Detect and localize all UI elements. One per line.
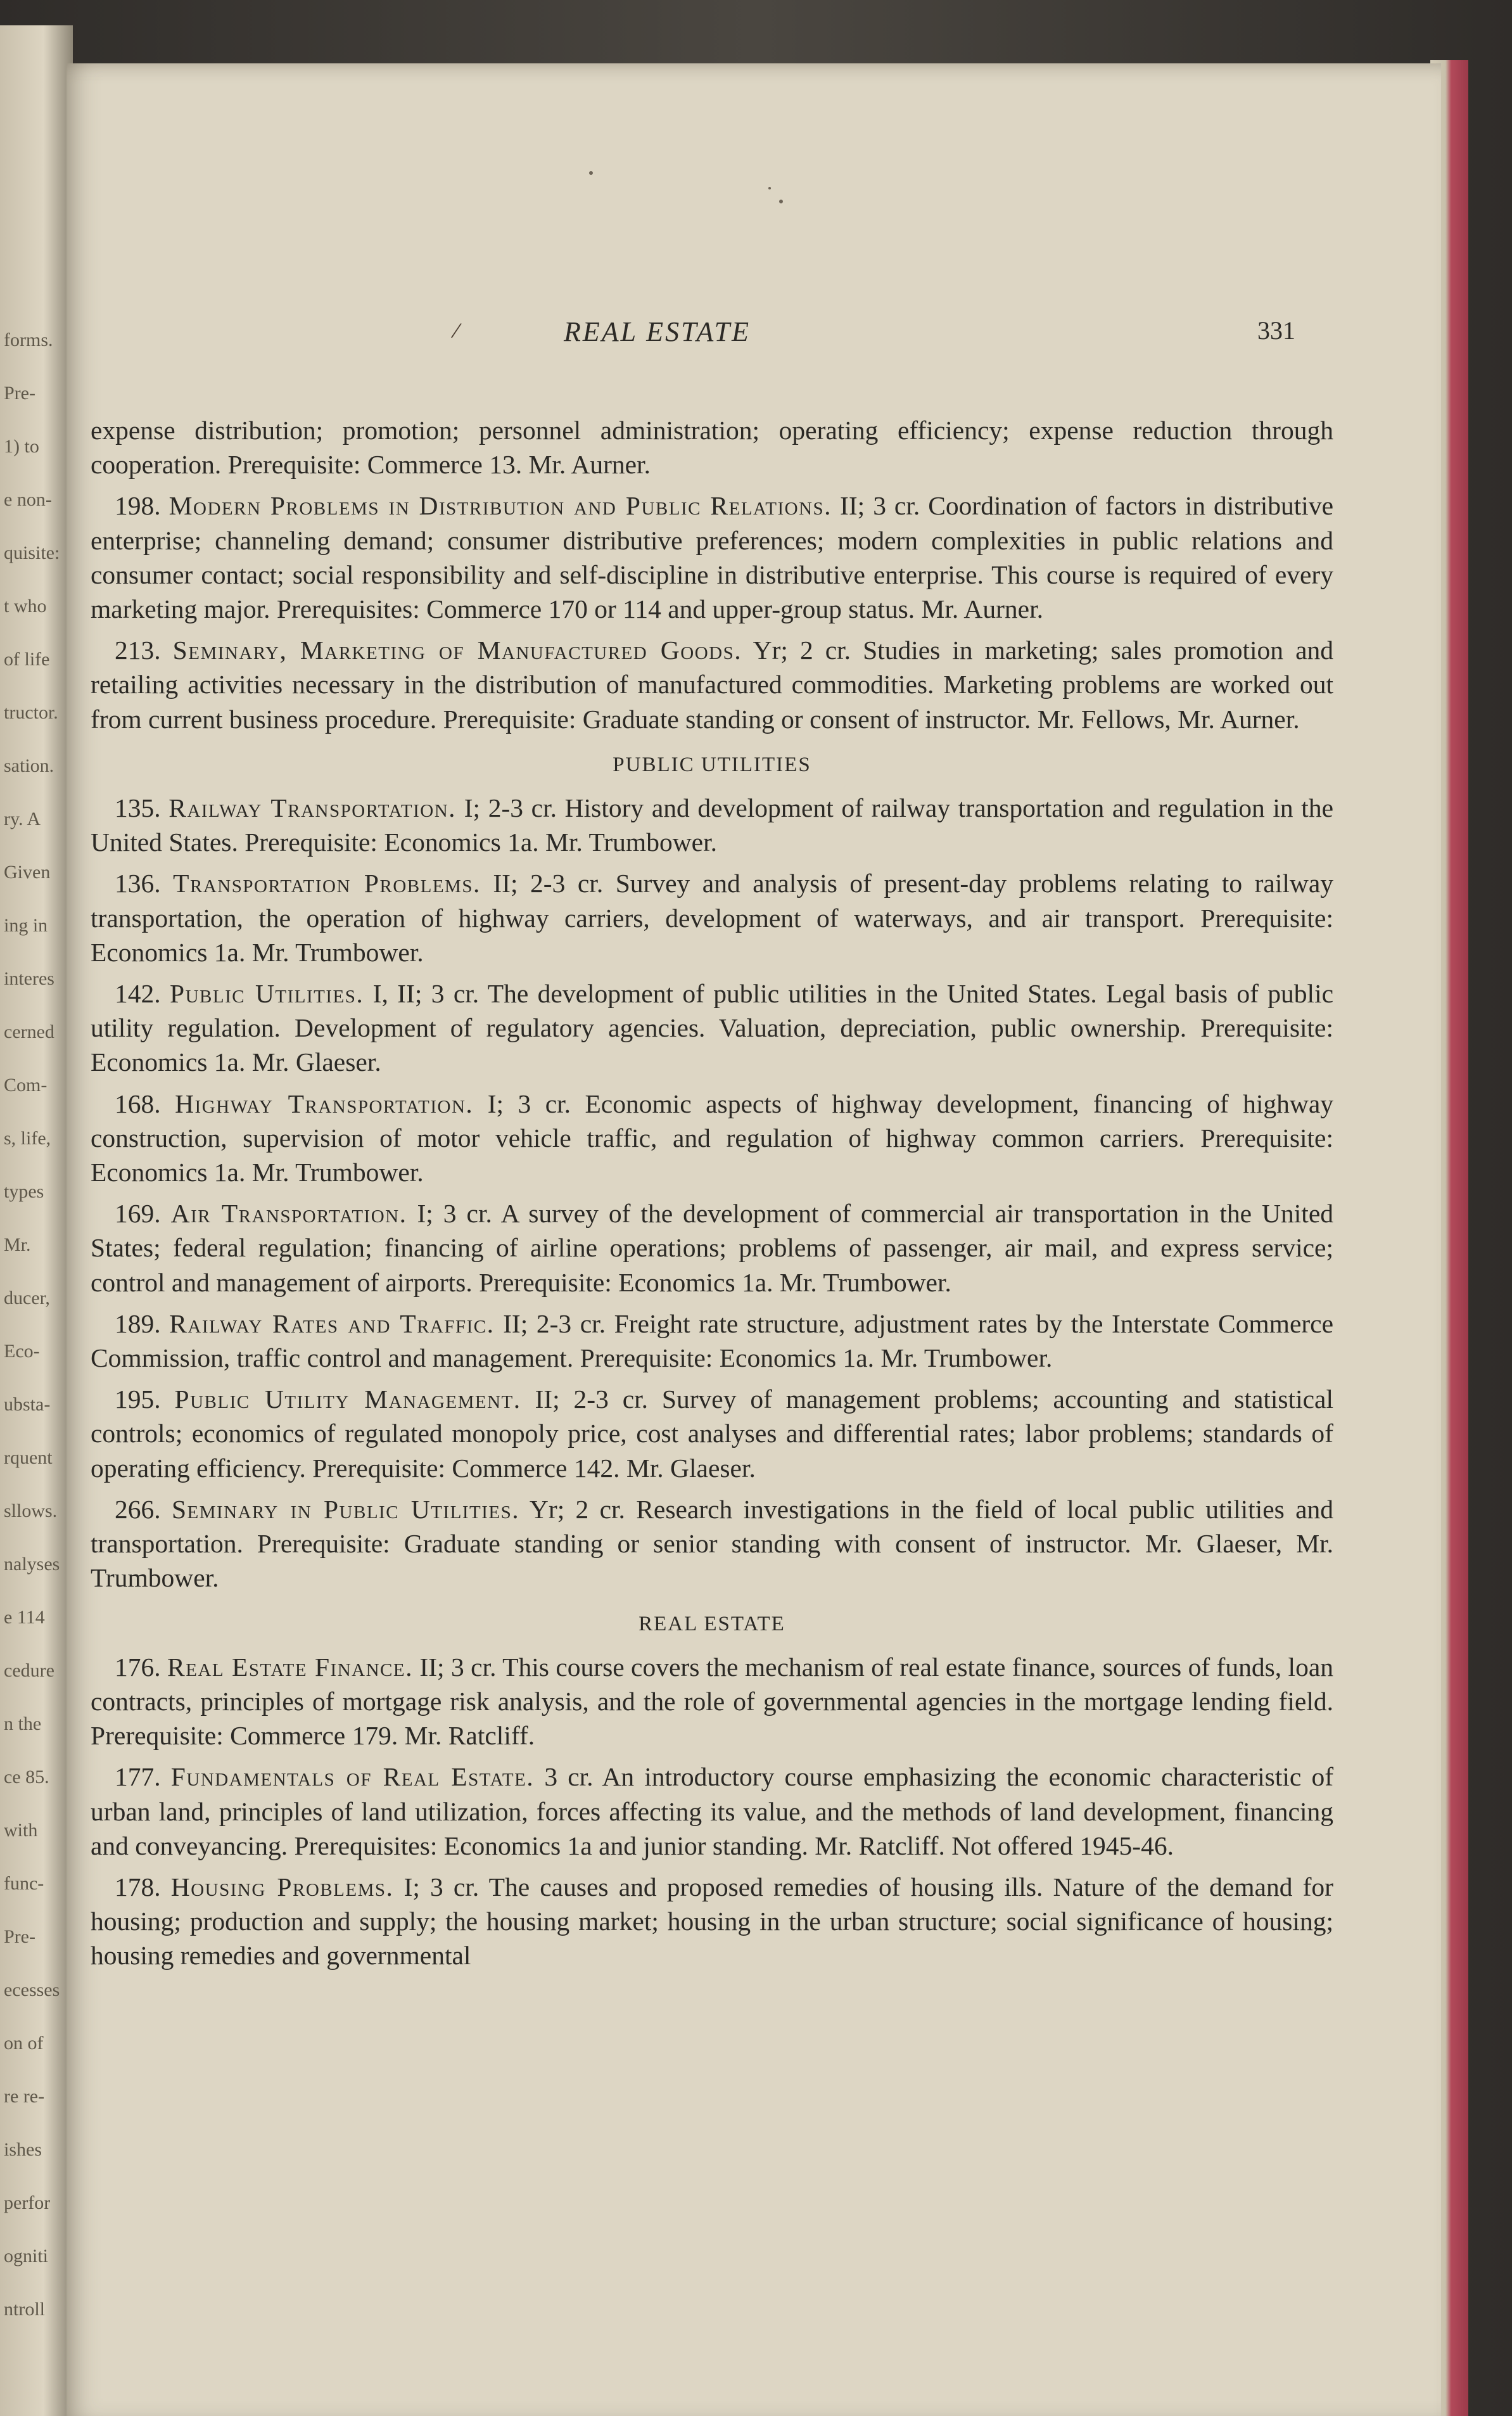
previous-page-fragment: Mr. xyxy=(4,1234,31,1255)
course-title: Highway Transportation. xyxy=(175,1089,474,1118)
course-description: Yr; 2 cr. Research investigations in the field of local public utilities and transportation. Prerequisite: Graduate standing or senior standing with consent of instructor. Mr. Glaeser, Mr. Trumbower. xyxy=(91,1494,1333,1593)
course-entry xyxy=(91,1650,1333,1753)
previous-page-fragment: cerned xyxy=(4,1021,54,1042)
previous-page-fragment: Given xyxy=(4,862,51,883)
previous-page-fragment: sation. xyxy=(4,755,54,776)
previous-page-fragment: tructor. xyxy=(4,702,58,723)
page-header xyxy=(67,316,1441,354)
course-description: II; 2-3 cr. Freight rate structure, adjustment rates by the Interstate Commerce Commission, traffic control and management. Prerequisite: Economics 1a. Mr. Trumbower. xyxy=(91,1308,1334,1373)
course-title: Air Transportation. xyxy=(170,1199,407,1229)
previous-page-fragment: ce 85. xyxy=(4,1767,49,1787)
course-title: Transportation Problems. xyxy=(173,869,481,898)
course-title: Railway Rates and Traffic. xyxy=(169,1308,495,1338)
course-title: Seminary, Marketing of Manufactured Goods. xyxy=(172,636,742,665)
previous-page-fragment: ishes xyxy=(4,2139,42,2160)
previous-page-fragment: ntroll xyxy=(4,2299,45,2320)
page-number: 331 xyxy=(1257,316,1295,345)
previous-page-fragment: ry. A xyxy=(4,809,41,829)
previous-page-fragment: func- xyxy=(4,1873,44,1894)
course-entry xyxy=(91,1307,1333,1375)
course-entry xyxy=(91,1087,1333,1190)
previous-page-fragment: n the xyxy=(4,1713,42,1734)
course-description: II; 3 cr. Coordination of factors in distributive enterprise; channeling demand; consumer distributive preferences; modern complexities in public relations and consumer contact; social responsibility and self-discipline in distributive enterprise. This course is required of every marketing major. Prerequisites: Commerce 170 or 114 and upper-group status. Mr. Aurner. xyxy=(91,491,1334,624)
previous-page-fragment: rquent xyxy=(4,1447,53,1468)
course-number: 135. xyxy=(115,793,161,823)
course-entry xyxy=(91,1382,1333,1485)
course-title: Housing Problems. xyxy=(170,1872,394,1901)
previous-page-fragment: Eco- xyxy=(4,1341,40,1362)
course-number: 176. xyxy=(115,1652,161,1682)
previous-page-fragment: of life xyxy=(4,649,50,670)
course-description: II; 3 cr. This course covers the mechanism of real estate finance, sources of funds, loan contracts, principles of mortgage risk analysis, and the role of governmental agencies in the mortgage lending field. Prerequisite: Commerce 179. Mr. Ratcliff. xyxy=(91,1652,1334,1751)
previous-page-fragment: t who xyxy=(4,596,47,617)
previous-page-fragment: cedure xyxy=(4,1660,54,1681)
course-entry xyxy=(91,976,1333,1080)
running-title: REAL ESTATE xyxy=(564,316,751,347)
course-entry xyxy=(91,1760,1333,1863)
course-entry xyxy=(91,1196,1333,1300)
previous-page-fragment: e non- xyxy=(4,489,52,510)
course-number: 169. xyxy=(115,1199,161,1229)
course-number: 136. xyxy=(115,869,161,898)
course-title: Modern Problems in Distribution and Public Relations. xyxy=(168,491,832,521)
previous-page-fragment: types xyxy=(4,1181,44,1202)
course-description: I; 3 cr. The causes and proposed remedies of housing ills. Nature of the demand for housing; production and supply; the housing market; housing in the urban structure; social significance of housing; housing remedies and governmental xyxy=(91,1872,1333,1971)
previous-page-fragment: nalyses xyxy=(4,1554,60,1575)
previous-page-fragment: Pre- xyxy=(4,383,35,404)
course-entry xyxy=(91,489,1333,626)
previous-page-fragment: quisite: xyxy=(4,542,60,563)
previous-page-fragment: forms. xyxy=(4,329,53,350)
previous-page-edge xyxy=(0,25,73,2416)
course-description: I; 2-3 cr. History and development of railway transportation and regulation in the United States. Prerequisite: Economics 1a. Mr. Trumbower. xyxy=(91,793,1333,857)
course-number: 168. xyxy=(115,1089,161,1118)
previous-page-fragment: re re- xyxy=(4,2086,45,2107)
previous-page-fragment: ing in xyxy=(4,915,48,936)
course-entry xyxy=(91,866,1333,969)
previous-page-fragment: with xyxy=(4,1820,38,1841)
course-description: 3 cr. An introductory course emphasizing the economic characteristic of urban land, principles of land utilization, forces affecting its value, and the methods of land development, financing and conveyancing. Prerequisites: Economics 1a and junior standing. Mr. Ratcliff. Not offered 1945-46. xyxy=(91,1762,1334,1860)
course-title: Seminary in Public Utilities. xyxy=(171,1494,520,1524)
section-heading: REAL ESTATE xyxy=(638,1612,785,1635)
course-title: Railway Transportation. xyxy=(168,793,457,823)
previous-page-fragment: Pre- xyxy=(4,1926,35,1947)
course-title: Public Utilities. xyxy=(170,979,364,1009)
course-number: 213. xyxy=(115,636,161,665)
course-description: II; 2-3 cr. Survey of management problems; accounting and statistical controls; economics of regulated monopoly price, cost analyses and differential rates; labor problems; standards of operating efficiency. Prerequisite: Commerce 142. Mr. Glaeser. xyxy=(91,1384,1333,1483)
previous-page-fragment: ogniti xyxy=(4,2246,49,2266)
previous-page-fragment: 1) to xyxy=(4,436,39,457)
continued-paragraph: expense distribution; promotion; personnel administration; operating efficiency; expense reduction through cooperation. Prerequisite: Commerce 13. Mr. Aurner. xyxy=(91,416,1333,480)
previous-page-fragment: Com- xyxy=(4,1075,48,1096)
course-number: 195. xyxy=(115,1384,161,1414)
course-entry xyxy=(91,791,1333,859)
course-entry xyxy=(91,1492,1333,1595)
previous-page-fragment: ecesses xyxy=(4,1979,60,2000)
course-description: II; 2-3 cr. Survey and analysis of present-day problems relating to railway transportation, the operation of highway carriers, development of waterways, and air transport. Prerequisite: Economics 1a. Mr. Trumbower. xyxy=(91,869,1334,967)
book-page xyxy=(67,63,1441,2416)
course-description: I, II; 3 cr. The development of public utilities in the United States. Legal basis of public utility regulation. Development of regulatory agencies. Valuation, depreciation, public ownership. Prerequisite: Economics 1a. Mr. Glaeser. xyxy=(91,979,1334,1077)
course-title: Real Estate Finance. xyxy=(167,1652,413,1682)
previous-page-fragment: interes xyxy=(4,968,54,989)
course-number: 177. xyxy=(115,1762,161,1792)
previous-page-fragment: sllows. xyxy=(4,1500,58,1521)
course-entry xyxy=(91,1870,1333,1973)
course-description: I; 3 cr. Economic aspects of highway development, financing of highway construction, supervision of motor vehicle traffic, and regulation of highway common carriers. Prerequisite: Economics 1a. Mr. Trumbower. xyxy=(91,1089,1334,1187)
course-description: I; 3 cr. A survey of the development of commercial air transportation in the United States; federal regulation; financing of airline operations; problems of passenger, air mail, and express service; control and management of airports. Prerequisite: Economics 1a. Mr. Trumbower. xyxy=(91,1199,1334,1297)
previous-page-fragment: perfor xyxy=(4,2192,51,2213)
previous-page-fragment: e 114 xyxy=(4,1607,45,1628)
previous-page-fragment: on of xyxy=(4,2033,44,2054)
course-entry xyxy=(91,633,1333,736)
course-title: Fundamentals of Real Estate. xyxy=(170,1762,535,1792)
course-number: 142. xyxy=(115,979,161,1009)
course-number: 178. xyxy=(115,1872,161,1901)
pencil-mark: / xyxy=(449,317,463,345)
course-title: Public Utility Management. xyxy=(174,1384,521,1414)
previous-page-fragment: ubsta- xyxy=(4,1394,51,1415)
previous-page-fragment: s, life, xyxy=(4,1128,51,1149)
course-listing xyxy=(91,413,1333,1980)
course-number: 266. xyxy=(115,1494,161,1524)
course-number: 189. xyxy=(115,1308,161,1338)
course-number: 198. xyxy=(115,491,161,521)
section-heading: PUBLIC UTILITIES xyxy=(613,753,811,776)
course-description: Yr; 2 cr. Studies in marketing; sales promotion and retailing activities necessary in the distribution of manufactured commodities. Marketing problems are worked out from current business procedure. Prerequisite: Graduate standing or consent of instructor. Mr. Fellows, Mr. Aurner. xyxy=(91,636,1333,734)
previous-page-fragment: ducer, xyxy=(4,1288,50,1308)
